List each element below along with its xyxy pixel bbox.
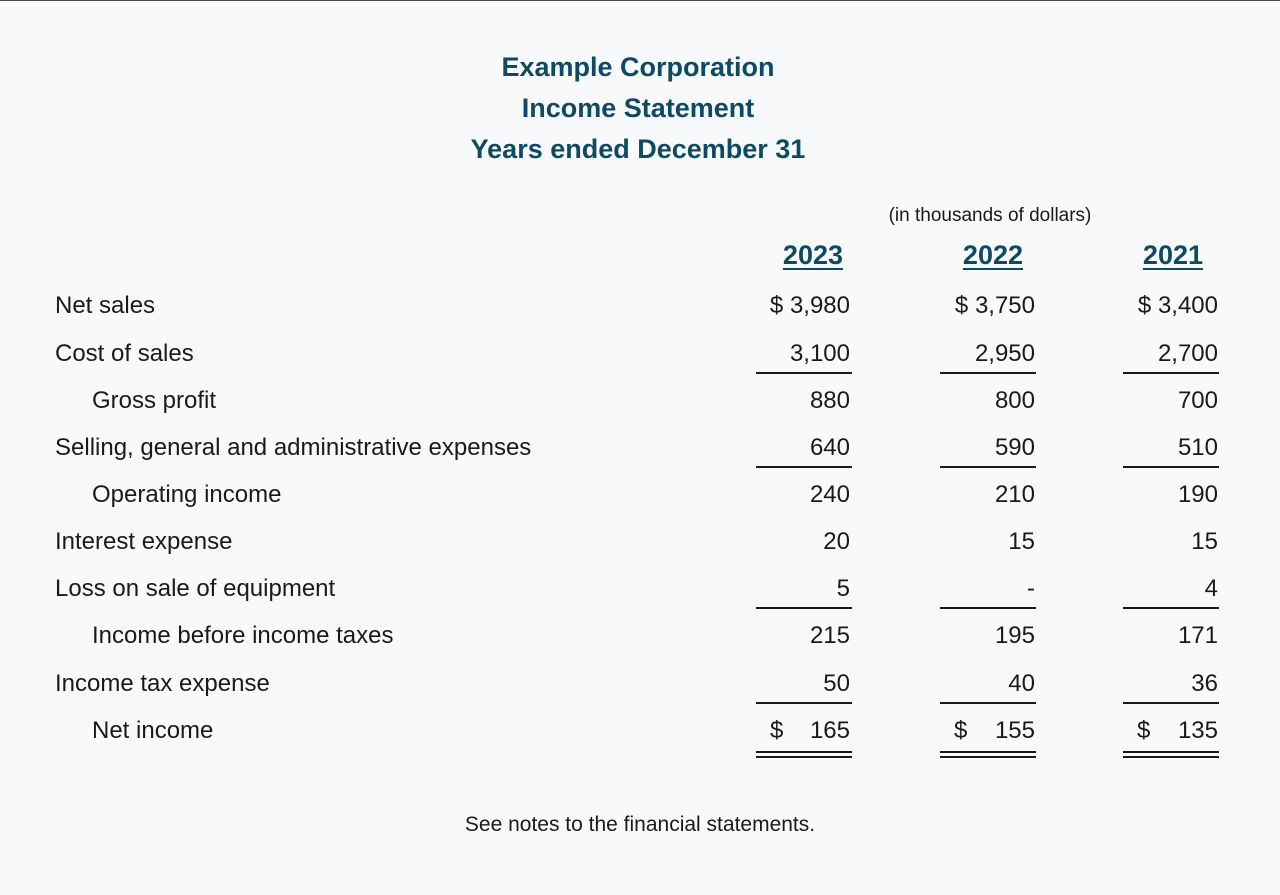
value-2022: 195 — [994, 622, 1035, 649]
year-header-2021: 2021 — [1142, 240, 1203, 270]
value-2021: 190 — [1177, 481, 1218, 508]
value-2021: 510 — [1177, 434, 1218, 461]
value-2023: 880 — [809, 387, 850, 414]
row-label: Gross profit — [92, 387, 217, 414]
currency-symbol-2023: $ — [770, 717, 784, 744]
table-row-gross-profit — [0, 387, 1280, 427]
year-header-2022: 2022 — [962, 240, 1023, 270]
subtotal-rule — [1123, 372, 1219, 374]
value-2023: 165 — [809, 717, 850, 744]
total-double-rule — [756, 751, 852, 758]
statement-period: Years ended December 31 — [470, 134, 806, 164]
table-row-cost-of-sales — [0, 340, 1280, 380]
footnote: See notes to the financial statements. — [464, 813, 816, 836]
value-2021: 2,700 — [1157, 340, 1218, 367]
value-2021: 135 — [1177, 717, 1218, 744]
currency-symbol-2021: $ — [1137, 717, 1151, 744]
value-2022: 800 — [994, 387, 1035, 414]
total-double-rule — [940, 751, 1036, 758]
value-2022: 2,950 — [974, 340, 1035, 367]
value-2023: $ 3,980 — [769, 292, 850, 319]
company-name: Example Corporation — [501, 52, 775, 82]
value-2022: 590 — [994, 434, 1035, 461]
subtotal-rule — [1123, 702, 1219, 704]
value-2022: 40 — [1008, 670, 1035, 697]
row-label: Income before income taxes — [92, 622, 394, 649]
table-row-sga-expenses — [0, 434, 1280, 474]
row-label: Loss on sale of equipment — [55, 575, 336, 602]
subtotal-rule — [756, 466, 852, 468]
table-row-operating-income — [0, 481, 1280, 521]
value-2023: 50 — [823, 670, 850, 697]
table-row-income-tax-expense — [0, 670, 1280, 710]
year-header-2023: 2023 — [782, 240, 843, 270]
currency-symbol-2022: $ — [954, 717, 968, 744]
subtotal-rule — [1123, 466, 1219, 468]
value-2021: 700 — [1177, 387, 1218, 414]
value-2023: 20 — [823, 528, 850, 555]
units-note: (in thousands of dollars) — [888, 205, 1092, 226]
value-2021: 15 — [1191, 528, 1218, 555]
subtotal-rule — [1123, 607, 1219, 609]
subtotal-rule — [940, 466, 1036, 468]
value-2023: 240 — [809, 481, 850, 508]
table-row-loss-on-sale — [0, 575, 1280, 615]
statement-title: Income Statement — [521, 93, 755, 123]
table-row-income-before-taxes — [0, 622, 1280, 662]
value-2021: $ 3,400 — [1137, 292, 1218, 319]
value-2022: 155 — [994, 717, 1035, 744]
subtotal-rule — [756, 372, 852, 374]
value-2023: 640 — [809, 434, 850, 461]
value-2023: 3,100 — [789, 340, 850, 367]
table-row-interest-expense — [0, 528, 1280, 568]
row-label: Selling, general and administrative expenses — [55, 434, 532, 461]
value-2021: 36 — [1191, 670, 1218, 697]
subtotal-rule — [940, 702, 1036, 704]
value-2022: $ 3,750 — [954, 292, 1035, 319]
value-2022: 210 — [994, 481, 1035, 508]
value-2023: 215 — [809, 622, 850, 649]
row-label: Net income — [92, 717, 214, 744]
value-2021: 4 — [1204, 575, 1218, 602]
table-row-net-sales — [0, 292, 1280, 332]
row-label: Operating income — [92, 481, 282, 508]
value-2022: 15 — [1008, 528, 1035, 555]
row-label: Income tax expense — [55, 670, 270, 697]
subtotal-rule — [940, 607, 1036, 609]
subtotal-rule — [940, 372, 1036, 374]
row-label: Net sales — [55, 292, 156, 319]
top-border — [0, 0, 1280, 1]
total-double-rule — [1123, 751, 1219, 758]
row-label: Cost of sales — [55, 340, 194, 367]
value-2021: 171 — [1177, 622, 1218, 649]
value-2022: - — [1027, 575, 1035, 602]
subtotal-rule — [756, 702, 852, 704]
table-row-net-income — [0, 717, 1280, 757]
row-label: Interest expense — [55, 528, 233, 555]
value-2023: 5 — [836, 575, 850, 602]
subtotal-rule — [756, 607, 852, 609]
